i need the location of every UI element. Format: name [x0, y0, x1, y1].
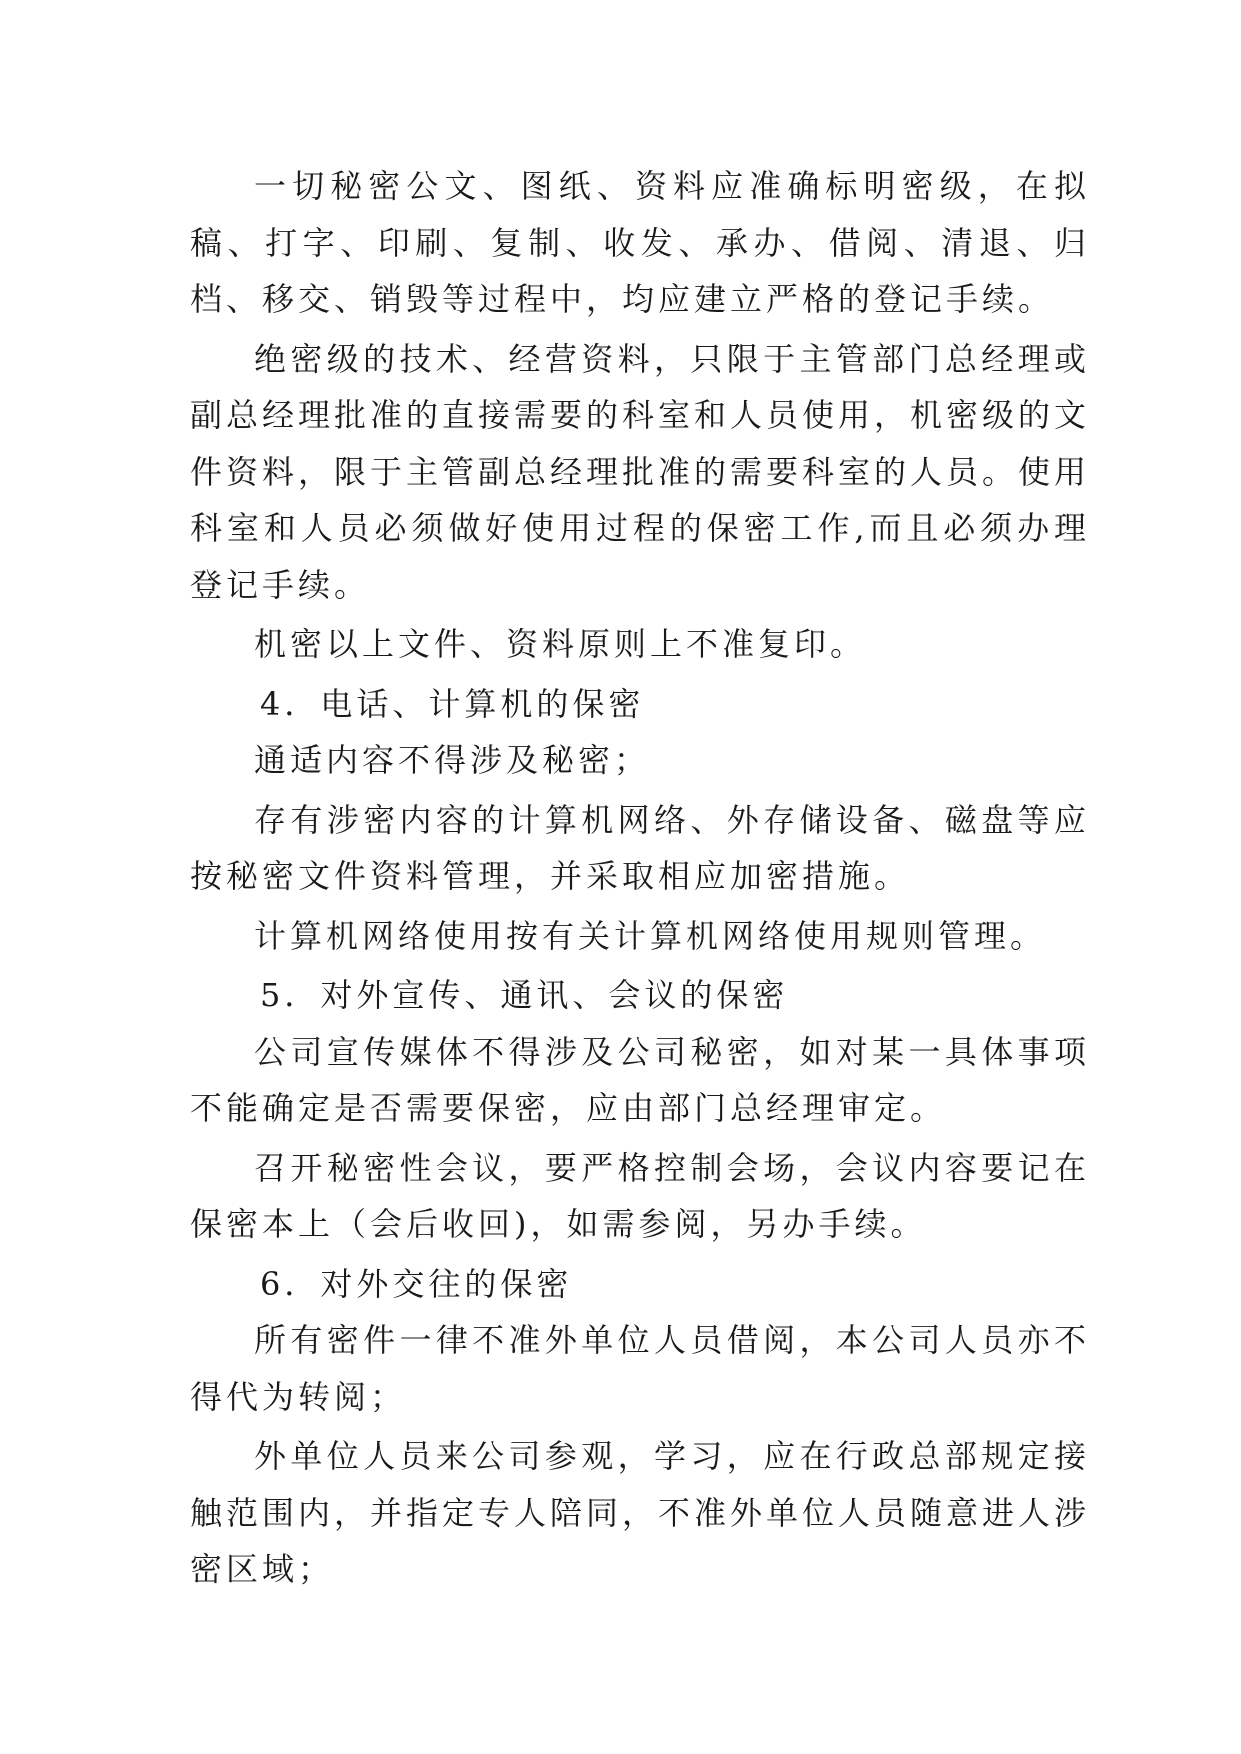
section-heading-phone-computer: 4．电话、计算机的保密: [260, 684, 645, 723]
paragraph-storage-devices: 存有涉密内容的计算机网络、外存储设备、磁盘等应按秘密文件资料管理，并采取相应加密措施。: [190, 800, 1090, 895]
paragraph-no-copy: 机密以上文件、资料原则上不准复印。: [254, 625, 867, 663]
paragraph-visitors: 外单位人员来公司参观，学习，应在行政总部规定接触范围内，并指定专人陪同，不准外单位人员随意进人涉密区域；: [190, 1437, 1091, 1588]
document-body: [190, 158, 1090, 1598]
paragraph-calls: 通适内容不得涉及秘密；: [254, 741, 651, 779]
section-heading-external-contact: 6．对外交往的保密: [260, 1264, 573, 1303]
section-heading-publicity-meetings: 5．对外宣传、通讯、会议的保密: [260, 976, 789, 1014]
paragraph-no-lending: 所有密件一律不准外单位人员借阅，本公司人员亦不得代为转阅；: [190, 1321, 1090, 1416]
paragraph-media: 公司宣传媒体不得涉及公司秘密，如对某一具体事项不能确定是否需要保密，应由部门总经理审定。: [190, 1032, 1090, 1127]
paragraph-network-rules: 计算机网络使用按有关计算机网络使用规则管理。: [254, 916, 1047, 955]
paragraph-top-secret-usage: 绝密级的技术、经营资料，只限于主管部门总经理或副总经理批准的直接需要的科室和人员使用，机密级的文件资料，限于主管副总经理批准的需要科室的人员。使用科室和人员必须做好使用过程的保密工作,而且必须办理登记手续。: [190, 339, 1091, 604]
paragraph-secret-meetings: 召开秘密性会议，要严格控制会场，会议内容要记在保密本上（会后收回)，如需参阅，另办手续。: [190, 1148, 1090, 1243]
paragraph-secret-marking: 一切秘密公文、图纸、资料应准确标明密级，在拟稿、打字、印刷、复制、收发、承办、借阅、清退、归档、移交、销毁等过程中，均应建立严格的登记手续。: [190, 167, 1090, 318]
